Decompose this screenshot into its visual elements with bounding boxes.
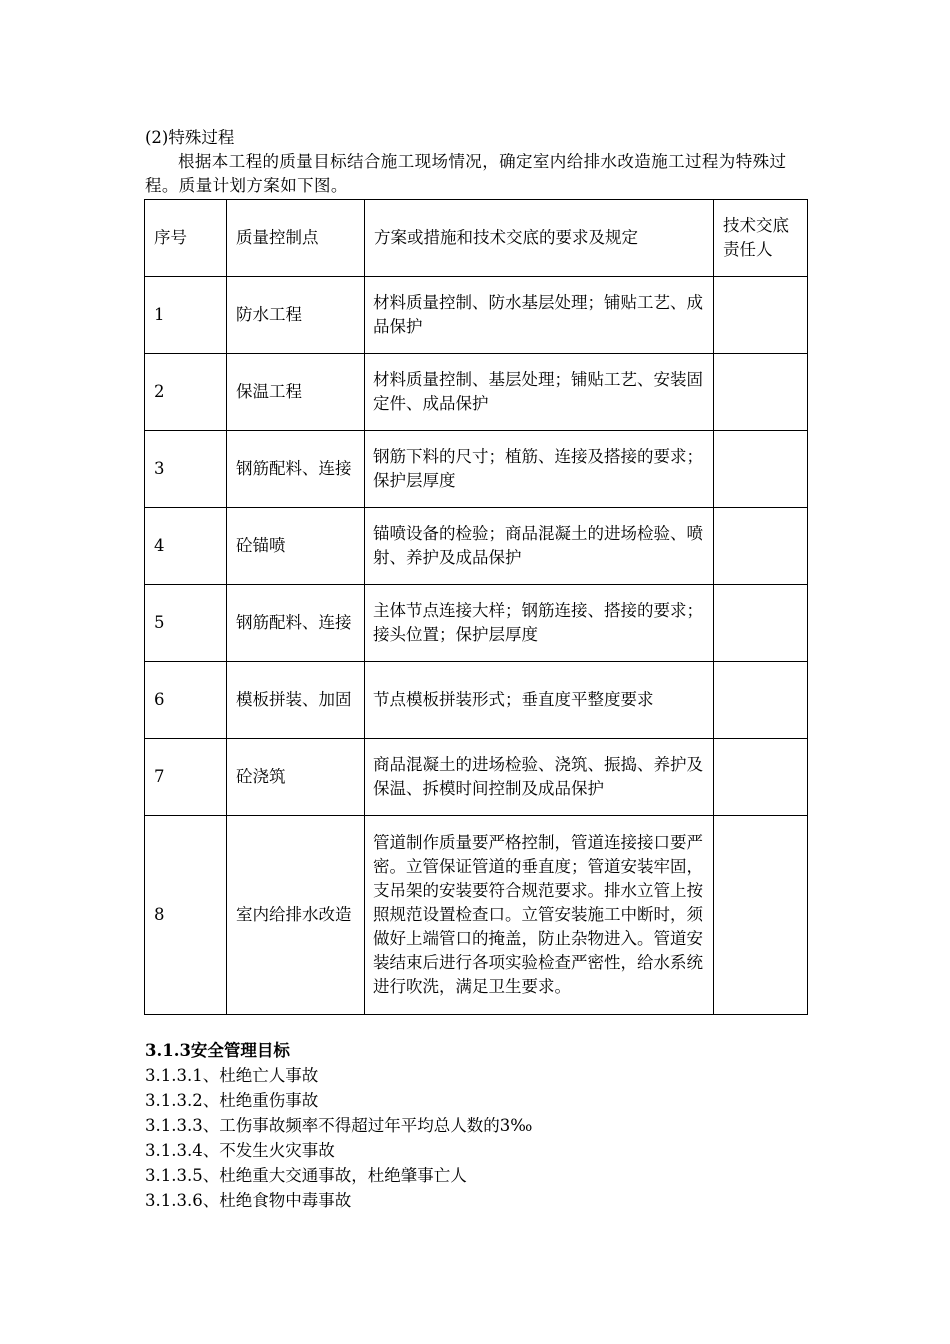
- cell-point: 模板拼装、加固: [227, 662, 365, 739]
- cell-person: [714, 354, 808, 431]
- cell-no: 3: [145, 431, 227, 508]
- cell-person: [714, 431, 808, 508]
- list-item: 3.1.3.4、不发生火灾事故: [145, 1141, 335, 1160]
- safety-goals-section: [145, 1038, 807, 1213]
- table-row: [145, 508, 808, 585]
- cell-no: 5: [145, 585, 227, 662]
- cell-person: [714, 585, 808, 662]
- cell-person: [714, 739, 808, 816]
- cell-measures: 商品混凝土的进场检验、浇筑、振捣、养护及保温、拆模时间控制及成品保护: [365, 739, 714, 816]
- table-row: [145, 662, 808, 739]
- quality-plan-table: [144, 199, 808, 1015]
- cell-no: 8: [145, 816, 227, 1015]
- cell-no: 4: [145, 508, 227, 585]
- cell-no: 2: [145, 354, 227, 431]
- table-row: [145, 277, 808, 354]
- cell-point: 室内给排水改造: [227, 816, 365, 1015]
- header-control-point: 质量控制点: [227, 200, 365, 277]
- cell-measures: 管道制作质量要严格控制，管道连接接口要严密。立管保证管道的垂直度；管道安装牢固，支吊架的安装要符合规范要求。排水立管上按照规范设置检查口。立管安装施工中断时，须做好上端管口的掩盖，防止杂物进入。管道安装结束后进行各项实验检查严密性，给水系统进行吹洗，满足卫生要求。: [365, 816, 714, 1015]
- cell-point: 砼锚喷: [227, 508, 365, 585]
- table-row: [145, 354, 808, 431]
- header-no: 序号: [145, 200, 227, 277]
- cell-person: [714, 277, 808, 354]
- safety-goals-title: 3.1.3安全管理目标: [145, 1041, 290, 1060]
- cell-measures: 材料质量控制、基层处理；铺贴工艺、安装固定件、成品保护: [365, 354, 714, 431]
- cell-point: 砼浇筑: [227, 739, 365, 816]
- cell-no: 7: [145, 739, 227, 816]
- cell-point: 钢筋配料、连接: [227, 431, 365, 508]
- list-item: 3.1.3.2、杜绝重伤事故: [145, 1091, 319, 1110]
- cell-measures: 锚喷设备的检验；商品混凝土的进场检验、喷射、养护及成品保护: [365, 508, 714, 585]
- cell-person: [714, 508, 808, 585]
- cell-point: 保温工程: [227, 354, 365, 431]
- cell-measures: 主体节点连接大样；钢筋连接、搭接的要求；接头位置；保护层厚度: [365, 585, 714, 662]
- cell-point: 防水工程: [227, 277, 365, 354]
- cell-no: 6: [145, 662, 227, 739]
- cell-person: [714, 816, 808, 1015]
- list-item: 3.1.3.1、杜绝亡人事故: [145, 1066, 319, 1085]
- cell-measures: 钢筋下料的尺寸；植筋、连接及搭接的要求；保护层厚度: [365, 431, 714, 508]
- table-header-row: [145, 200, 808, 277]
- safety-goals-list: [145, 1063, 807, 1213]
- table-row: [145, 431, 808, 508]
- list-item: 3.1.3.5、杜绝重大交通事故，杜绝肇事亡人: [145, 1166, 467, 1185]
- cell-point: 钢筋配料、连接: [227, 585, 365, 662]
- section-heading: (2)特殊过程: [145, 128, 235, 147]
- cell-no: 1: [145, 277, 227, 354]
- header-responsible: 技术交底责任人: [714, 200, 808, 277]
- table-row: [145, 585, 808, 662]
- cell-person: [714, 662, 808, 739]
- section-paragraph: 根据本工程的质量目标结合施工现场情况，确定室内给排水改造施工过程为特殊过程。质量计划方案如下图。: [145, 152, 787, 195]
- table-row: [145, 739, 808, 816]
- cell-measures: 节点模板拼装形式；垂直度平整度要求: [365, 662, 714, 739]
- cell-measures: 材料质量控制、防水基层处理；铺贴工艺、成品保护: [365, 277, 714, 354]
- table-row: [145, 816, 808, 1015]
- header-measures: 方案或措施和技术交底的要求及规定: [365, 200, 714, 277]
- list-item: 3.1.3.3、工伤事故频率不得超过年平均总人数的3‰: [145, 1116, 533, 1135]
- list-item: 3.1.3.6、杜绝食物中毒事故: [145, 1191, 352, 1210]
